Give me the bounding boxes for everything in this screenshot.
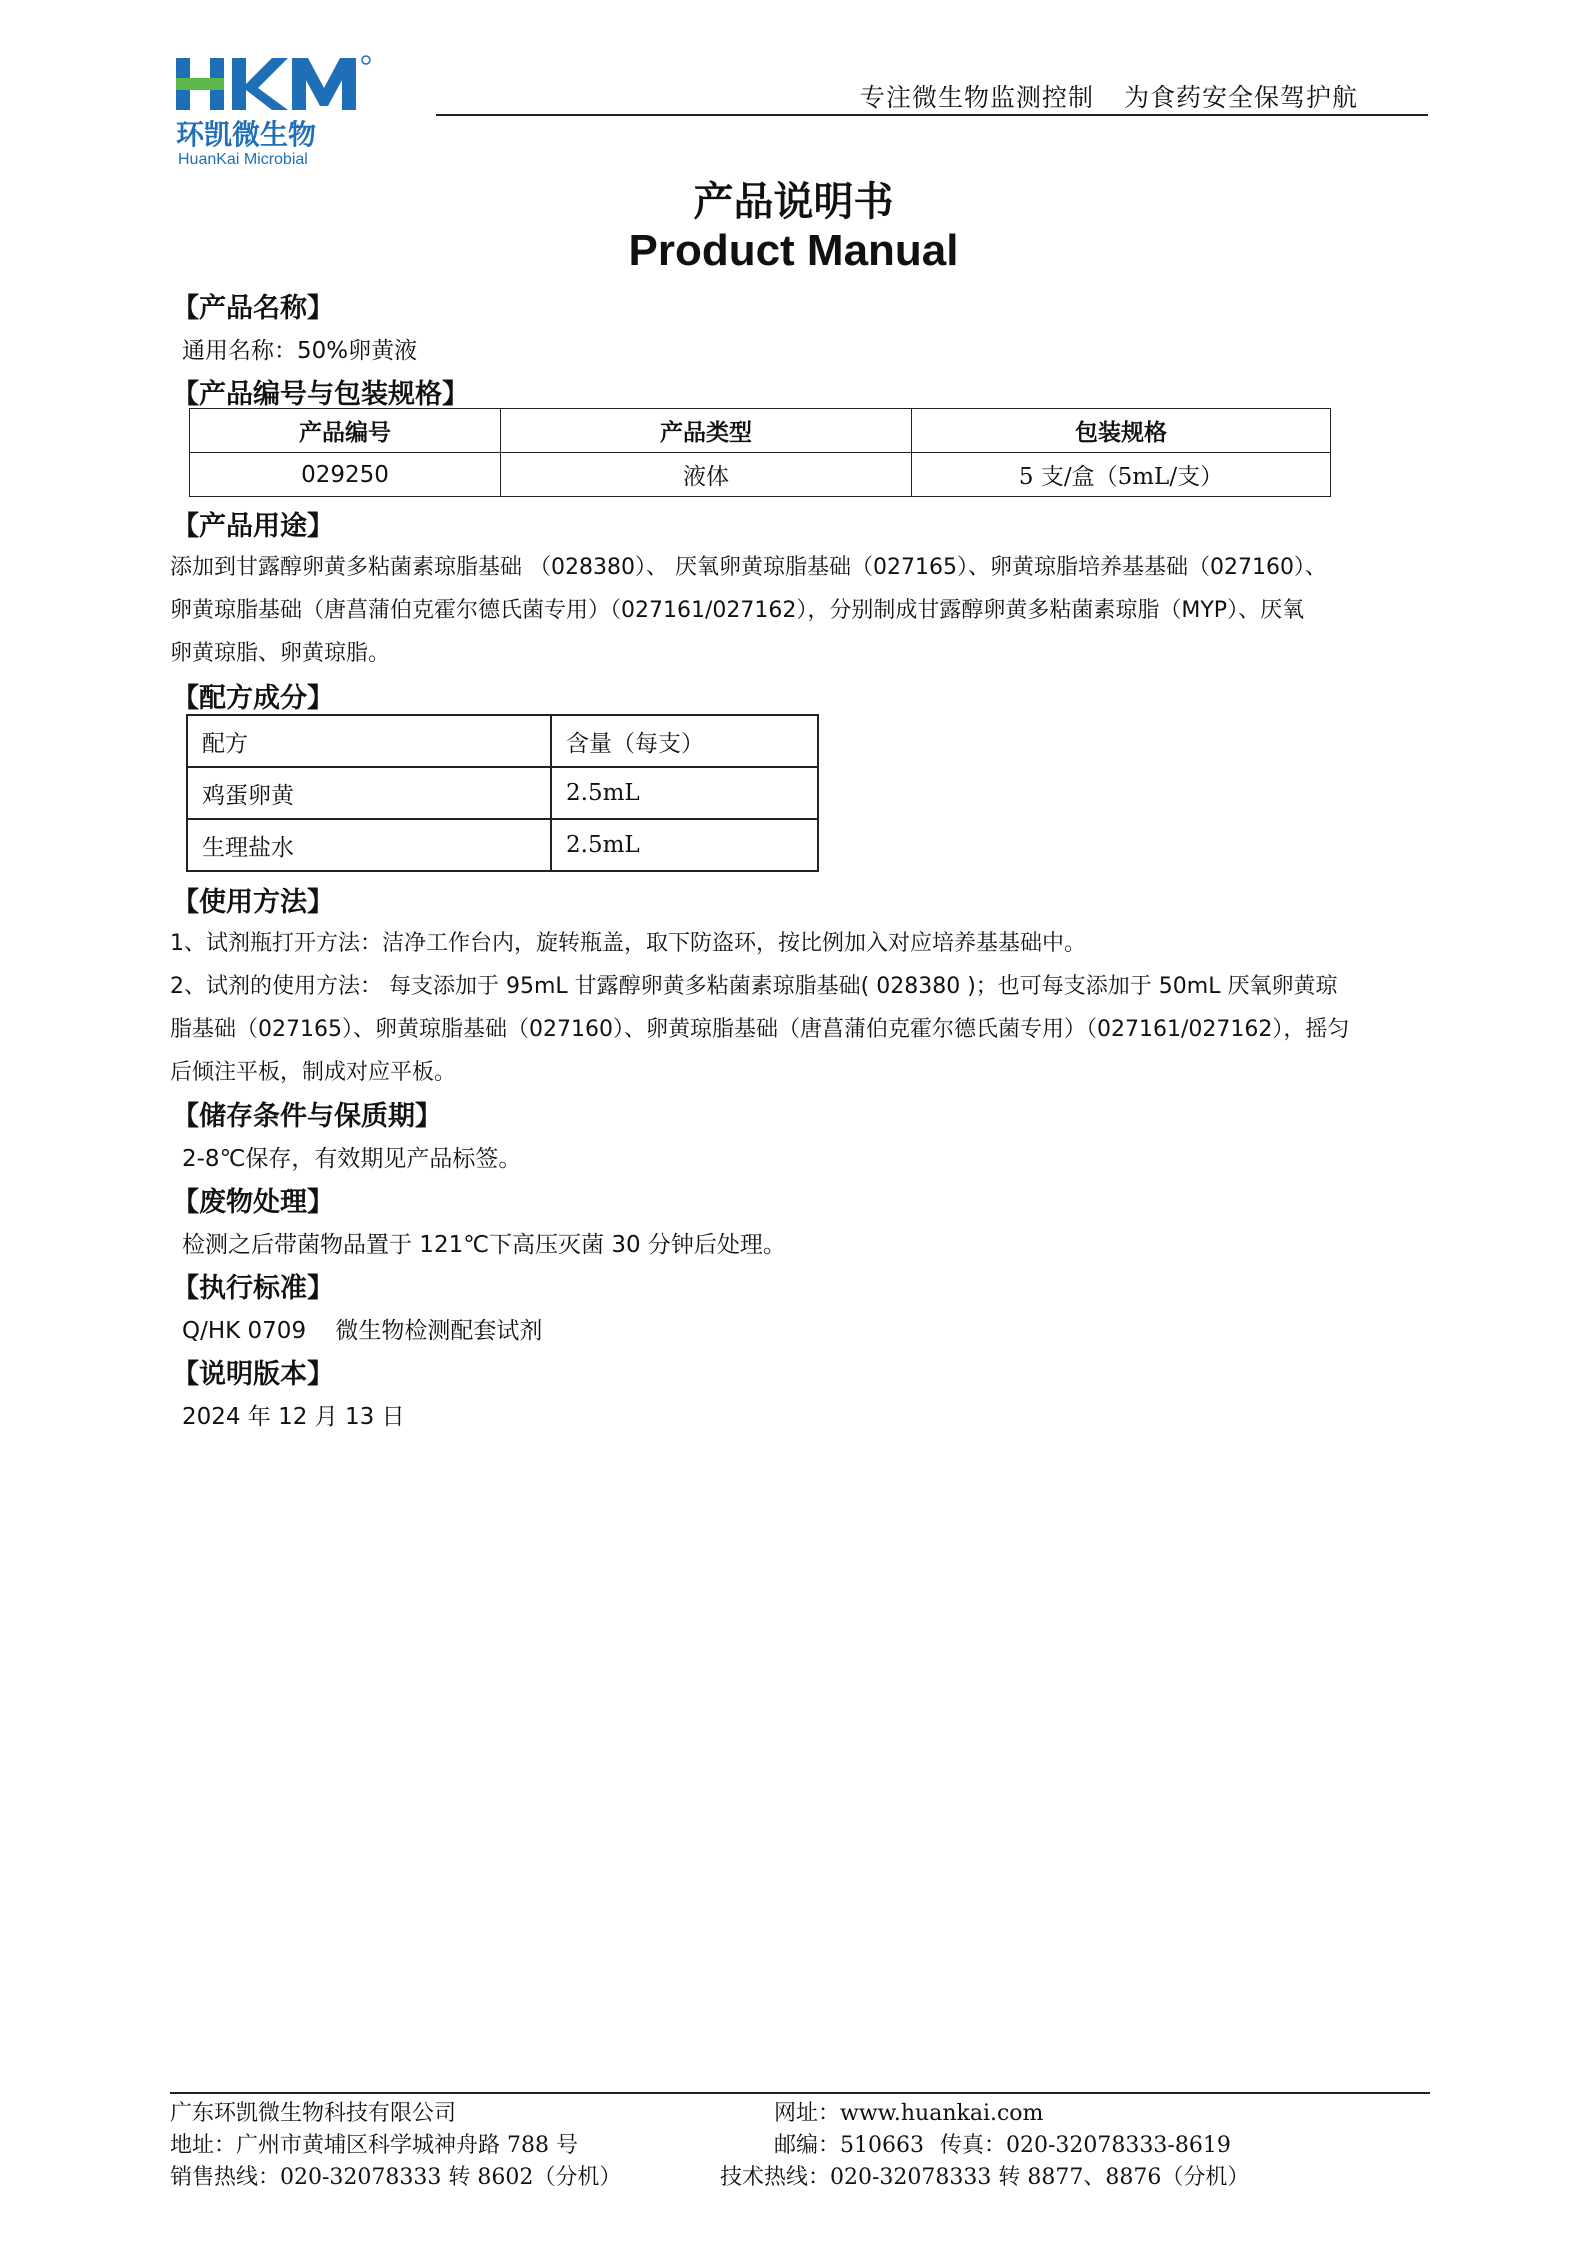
logo-en-text: HuanKai Microbial xyxy=(178,151,308,168)
table-header: 产品类型 xyxy=(501,409,912,453)
table-header: 含量（每支） xyxy=(551,715,818,767)
product-name-text: 通用名称：50%卵黄液 xyxy=(182,338,418,364)
header-divider xyxy=(436,114,1428,116)
footer-postcode: 邮编：510663 xyxy=(774,2133,924,2158)
slogan-part-2: 为食药安全保驾护航 xyxy=(1124,83,1359,112)
method-line: 2、试剂的使用方法： 每支添加于 95mL 甘露醇卵黄多粘菌素琼脂基础( 028380 )；也可每支添加于 50mL 厌氧卵黄琼 xyxy=(170,974,1338,999)
heading-product-use: 【产品用途】 xyxy=(172,511,334,542)
footer-divider xyxy=(170,2092,1430,2094)
storage-text: 2-8℃保存，有效期见产品标签。 xyxy=(182,1146,522,1172)
heading-waste: 【废物处理】 xyxy=(172,1187,334,1218)
table-cell: 液体 xyxy=(501,453,912,497)
heading-formula: 【配方成分】 xyxy=(172,683,334,714)
waste-text: 检测之后带菌物品置于 121℃下高压灭菌 30 分钟后处理。 xyxy=(182,1232,786,1258)
footer-fax: 传真：020-32078333-8619 xyxy=(940,2133,1231,2158)
heading-method: 【使用方法】 xyxy=(172,887,334,918)
standard-text: Q/HK 0709 微生物检测配套试剂 xyxy=(182,1318,543,1344)
use-line: 卵黄琼脂、卵黄琼脂。 xyxy=(170,641,391,666)
heading-standard: 【执行标准】 xyxy=(172,1273,334,1304)
header-slogan xyxy=(860,78,1358,114)
company-logo xyxy=(176,50,436,170)
formula-table xyxy=(186,714,819,872)
method-line: 后倾注平板，制成对应平板。 xyxy=(170,1060,457,1085)
use-line: 卵黄琼脂基础（唐菖蒲伯克霍尔德氏菌专用）（027161/027162），分别制成甘露醇卵黄多粘菌素琼脂（MYP）、厌氧 xyxy=(170,598,1305,623)
version-text: 2024 年 12 月 13 日 xyxy=(182,1404,405,1430)
method-text xyxy=(170,922,1432,1094)
heading-product-code: 【产品编号与包装规格】 xyxy=(172,379,469,410)
footer-address: 地址：广州市黄埔区科学城神舟路 788 号 xyxy=(170,2133,578,2158)
method-line: 脂基础（027165）、卵黄琼脂基础（027160）、卵黄琼脂基础（唐菖蒲伯克霍尔德氏菌专用）（027161/027162），摇匀 xyxy=(170,1017,1350,1042)
footer-company: 广东环凯微生物科技有限公司 xyxy=(170,2101,457,2126)
heading-product-name: 【产品名称】 xyxy=(172,293,334,324)
table-cell: 鸡蛋卵黄 xyxy=(187,767,551,819)
table-cell: 2.5mL xyxy=(551,819,818,871)
table-cell: 5 支/盒（5mL/支） xyxy=(912,453,1331,497)
footer-sales: 销售热线：020-32078333 转 8602（分机） xyxy=(170,2165,622,2190)
table-header: 产品编号 xyxy=(190,409,501,453)
footer-tech: 技术热线：020-32078333 转 8877、8876（分机） xyxy=(720,2165,1250,2190)
slogan-part-1: 专注微生物监测控制 xyxy=(860,83,1095,112)
table-header: 包装规格 xyxy=(912,409,1331,453)
product-use-text xyxy=(170,546,1432,675)
title-en: Product Manual xyxy=(628,226,959,275)
heading-version: 【说明版本】 xyxy=(172,1359,334,1390)
table-cell: 生理盐水 xyxy=(187,819,551,871)
logo-cn-text: 环凯微生物 xyxy=(176,118,317,151)
table-cell: 029250 xyxy=(190,453,501,497)
use-line: 添加到甘露醇卵黄多粘菌素琼脂基础 （028380）、 厌氧卵黄琼脂基础（027165）、卵黄琼脂培养基基础（027160）、 xyxy=(170,555,1327,580)
method-line: 1、试剂瓶打开方法：洁净工作台内，旋转瓶盖，取下防盗环，按比例加入对应培养基基础中。 xyxy=(170,931,1087,956)
product-code-table xyxy=(189,408,1331,497)
footer-website: 网址：www.huankai.com xyxy=(774,2101,1044,2126)
table-header: 配方 xyxy=(187,715,551,767)
title-cn: 产品说明书 xyxy=(693,179,894,225)
table-cell: 2.5mL xyxy=(551,767,818,819)
heading-storage: 【储存条件与保质期】 xyxy=(172,1101,442,1132)
